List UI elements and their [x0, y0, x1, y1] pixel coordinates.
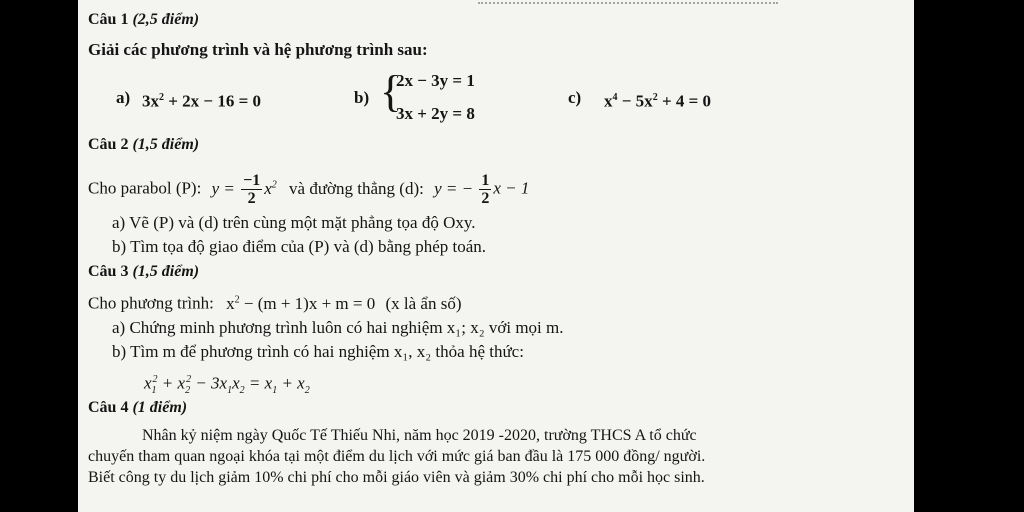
q4-points: (1 điểm) — [132, 399, 188, 416]
q4-paragraph — [88, 425, 900, 488]
q4-line-1: Nhân kỷ niệm ngày Quốc Tế Thiếu Nhi, năm học 2019 -2020, trường THCS A tổ chức — [142, 427, 697, 444]
q3-part-b: b) Tìm m để phương trình có hai nghiệm x₁, x₂ thỏa hệ thức: — [112, 342, 524, 361]
q2-line-intro: và đường thẳng (d): — [289, 178, 424, 198]
q2-line-fraction: $\frac{1}{2}$ — [481, 172, 490, 208]
q1-b-equation-1: 2x − 3y = 1 — [396, 71, 475, 90]
q4-line-3: Biết công ty du lịch giảm 10% chi phí cho mỗi giáo viên và giảm 30% chi phí cho mỗi học sinh. — [88, 469, 705, 486]
q4-line-2: chuyến tham quan ngoại khóa tại một điểm du lịch với mức giá ban đầu là 175 000 đồng/ người. — [88, 448, 706, 465]
q3-title: Câu 3 — [88, 263, 129, 280]
exam-page — [78, 0, 914, 512]
q1-b-equation-2: 3x + 2y = 8 — [396, 104, 475, 123]
q2-intro: Cho parabol (P): — [88, 178, 202, 198]
q4-title: Câu 4 — [88, 399, 129, 416]
q2-part-a: a) Vẽ (P) và (d) trên cùng một mặt phẳng tọa độ Oxy. — [112, 213, 476, 232]
q1-c-equation: $x^4 - 5x^2 + 4 = 0$ — [604, 91, 712, 111]
q1-a-label: a) — [116, 88, 131, 107]
q3-note: (x là ẩn số) — [385, 293, 462, 313]
q1-title: Câu 1 — [88, 11, 129, 28]
q1-c-label: c) — [568, 88, 582, 107]
q3-part-a: a) Chứng minh phương trình luôn có hai nghiệm x₁; x₂ với mọi m. — [112, 318, 564, 337]
q1-b-label: b) — [354, 88, 370, 107]
q2-title: Câu 2 — [88, 136, 129, 153]
q1-instruction: Giải các phương trình và hệ phương trình sau: — [88, 40, 428, 59]
q3-statement: Cho phương trình: $x^2 - (m + 1)x + m = 0$ (x là ẩn số) — [88, 293, 462, 313]
q2-part-b: b) Tìm tọa độ giao điểm của (P) và (d) bằng phép toán. — [112, 237, 487, 256]
q2-heading — [88, 135, 199, 155]
q2-statement: Cho parabol (P): y = $\frac{-1}{2}$ $x^2$ và đường thẳng (d): y = − $\frac{1}{2}$ x − 1 — [88, 172, 530, 208]
q3-intro: Cho phương trình: — [88, 293, 214, 313]
top-edge-mark — [478, 0, 778, 4]
q3-condition-equation: $x_1^2 + x_2^2 - 3x_1x_2 = x_1 + x_2$ — [144, 373, 310, 397]
q3-points: (1,5 điểm) — [132, 263, 200, 280]
q1-points: (2,5 điểm) — [132, 11, 200, 28]
q1-a-equation: $3x^2 + 2x - 16 = 0$ — [142, 91, 262, 111]
q4-heading — [88, 398, 187, 418]
q3-heading — [88, 262, 199, 282]
q1-heading — [88, 10, 199, 30]
q1-b-brace: { — [380, 67, 402, 116]
q2-points: (1,5 điểm) — [132, 136, 200, 153]
q2-parabola-fraction: $\frac{-1}{2}$ — [243, 172, 261, 208]
